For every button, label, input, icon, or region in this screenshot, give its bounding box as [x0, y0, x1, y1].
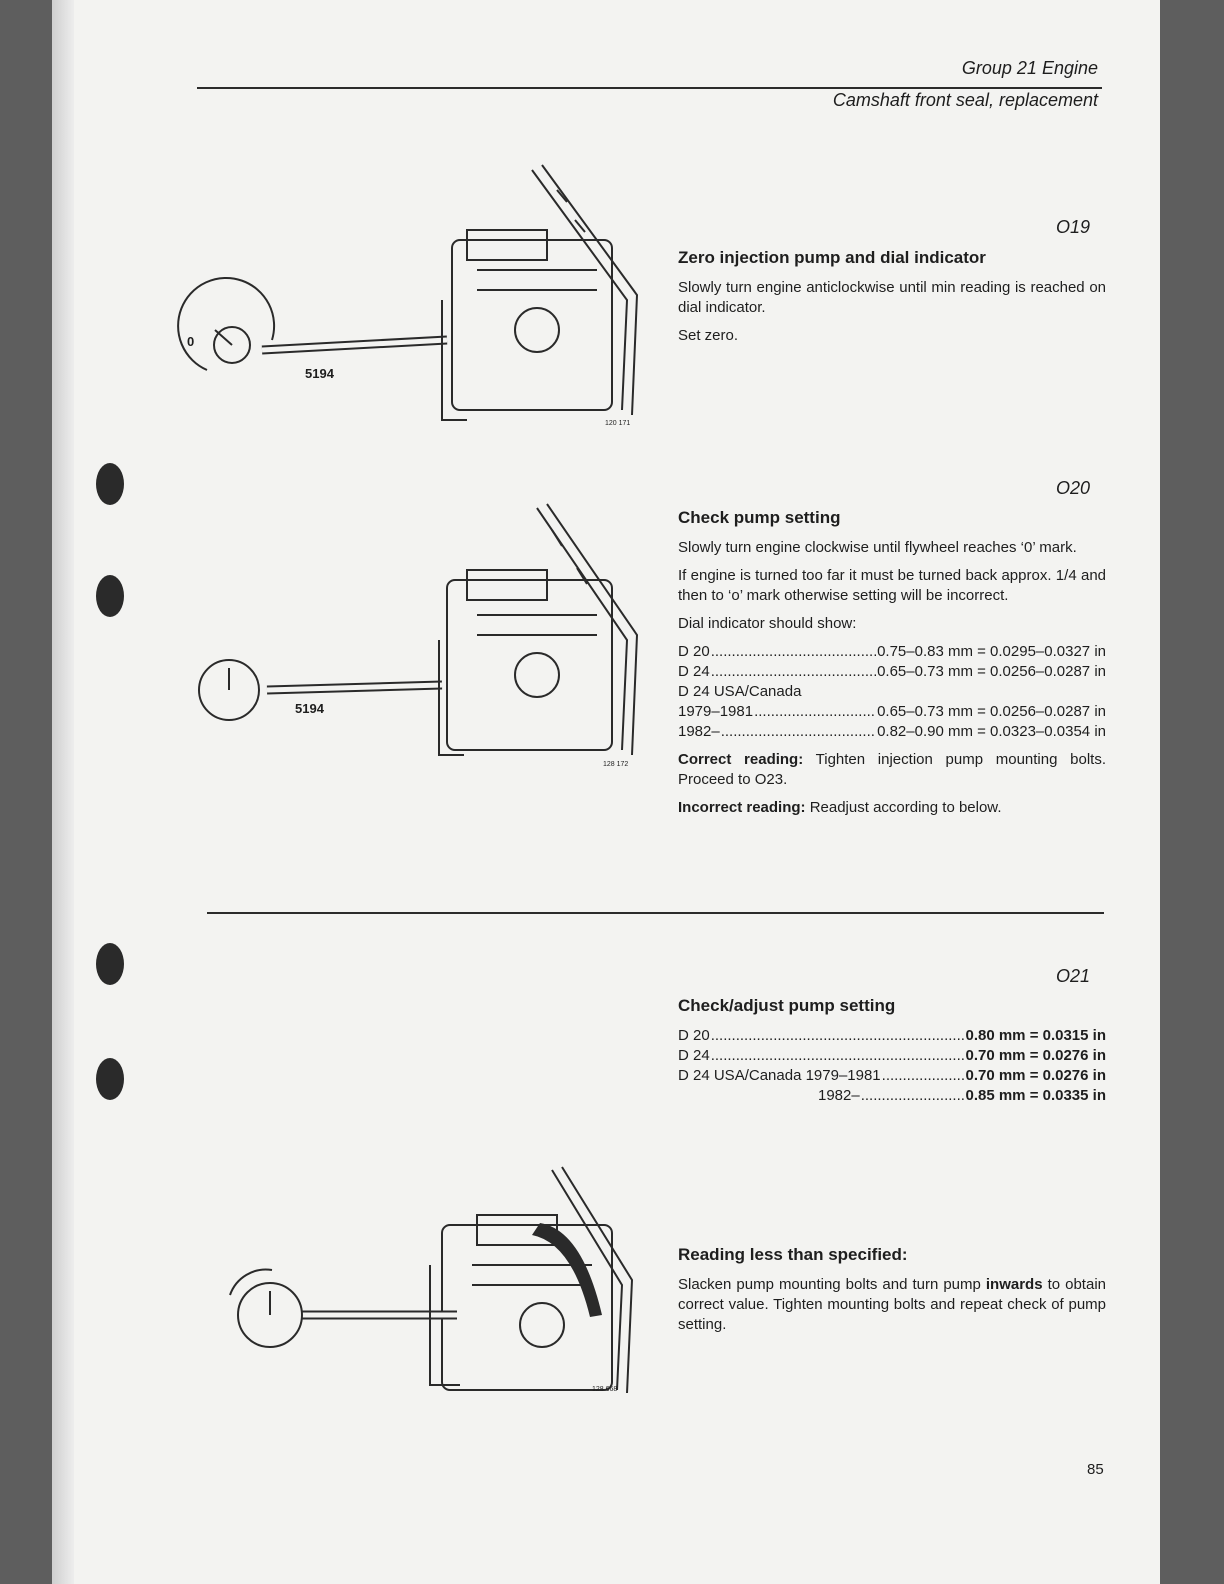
- section-reading-less: [678, 1245, 1106, 1343]
- figure-dial-mark: 0: [187, 334, 195, 349]
- section-check-pump: [678, 508, 1106, 826]
- section-title: Zero injection pump and dial indicator: [678, 248, 986, 267]
- header-divider: [197, 87, 1102, 89]
- section-adjust-pump: [678, 996, 1106, 1106]
- section-title: Reading less than specified:: [678, 1245, 908, 1264]
- paragraph: Slacken pump mounting bolts and turn pump inwards to obtain correct value. Tighten mounting bolts and repeat check of pump setting.: [678, 1276, 1106, 1333]
- spec-row: D 20 ..... 0.80 mm = 0.0315 in: [678, 1026, 1106, 1046]
- paragraph: Slowly turn engine anticlockwise until min reading is reached on dial indicator.: [678, 279, 1106, 316]
- binder-hole: [96, 575, 124, 617]
- figure-dial-indicator-zero: [177, 150, 647, 440]
- page-binding-edge: [52, 0, 74, 1584]
- figure-reference: 128 172: [603, 761, 629, 768]
- manual-page: [52, 0, 1160, 1584]
- section-code: O20: [1055, 478, 1090, 498]
- figure-tool-number: 5194: [295, 701, 324, 716]
- section-title: Check/adjust pump setting: [678, 996, 896, 1015]
- spec-row: 1979–1981 ..... 0.65–0.73 mm = 0.0256–0.0287 in: [678, 702, 1106, 722]
- spec-row: 1982– ..... 0.82–0.90 mm = 0.0323–0.0354 in: [678, 722, 1106, 742]
- figure-adjust-pump-rotation: [202, 1165, 642, 1400]
- incorrect-reading: Incorrect reading: Readjust according to below.: [678, 799, 1002, 816]
- figure-reference: 128 668: [592, 1386, 618, 1393]
- section-title: Check pump setting: [678, 508, 841, 527]
- spec-row: D 24 USA/Canada 1979–1981 ..... 0.70 mm = 0.0276 in: [678, 1066, 1106, 1086]
- paragraph: If engine is turned too far it must be turned back approx. 1/4 and then to ‘o’ mark otherwise setting will be incorrect.: [678, 567, 1106, 604]
- paragraph: Slowly turn engine clockwise until flywheel reaches ‘0’ mark.: [678, 539, 1077, 556]
- paragraph: Set zero.: [678, 327, 739, 344]
- spec-row: D 24 ..... 0.65–0.73 mm = 0.0256–0.0287 in: [678, 662, 1106, 682]
- section-divider: [207, 912, 1104, 914]
- page-number: 85: [1087, 1461, 1104, 1478]
- spec-row: D 24 ..... 0.70 mm = 0.0276 in: [678, 1046, 1106, 1066]
- section-zero-injection: [678, 248, 1106, 354]
- page-subtitle: Camshaft front seal, replacement: [832, 90, 1098, 110]
- correct-reading: Correct reading: Tighten injection pump mounting bolts. Proceed to O23.: [678, 751, 1106, 788]
- section-code: O19: [1055, 217, 1090, 237]
- spec-row: 1982– ..... 0.85 mm = 0.0335 in: [678, 1086, 1106, 1106]
- figure-check-pump-setting: [177, 500, 647, 780]
- spec-group-label: D 24 USA/Canada: [678, 683, 802, 700]
- binder-hole: [96, 943, 124, 985]
- figure-tool-number: 5194: [305, 366, 334, 381]
- group-title: Group 21 Engine: [961, 58, 1098, 78]
- paragraph: Dial indicator should show:: [678, 615, 857, 632]
- binder-hole: [96, 463, 124, 505]
- spec-row: D 20 ..... 0.75–0.83 mm = 0.0295–0.0327 in: [678, 642, 1106, 662]
- figure-reference: 120 171: [605, 420, 631, 427]
- binder-hole: [96, 1058, 124, 1100]
- section-code: O21: [1055, 966, 1090, 986]
